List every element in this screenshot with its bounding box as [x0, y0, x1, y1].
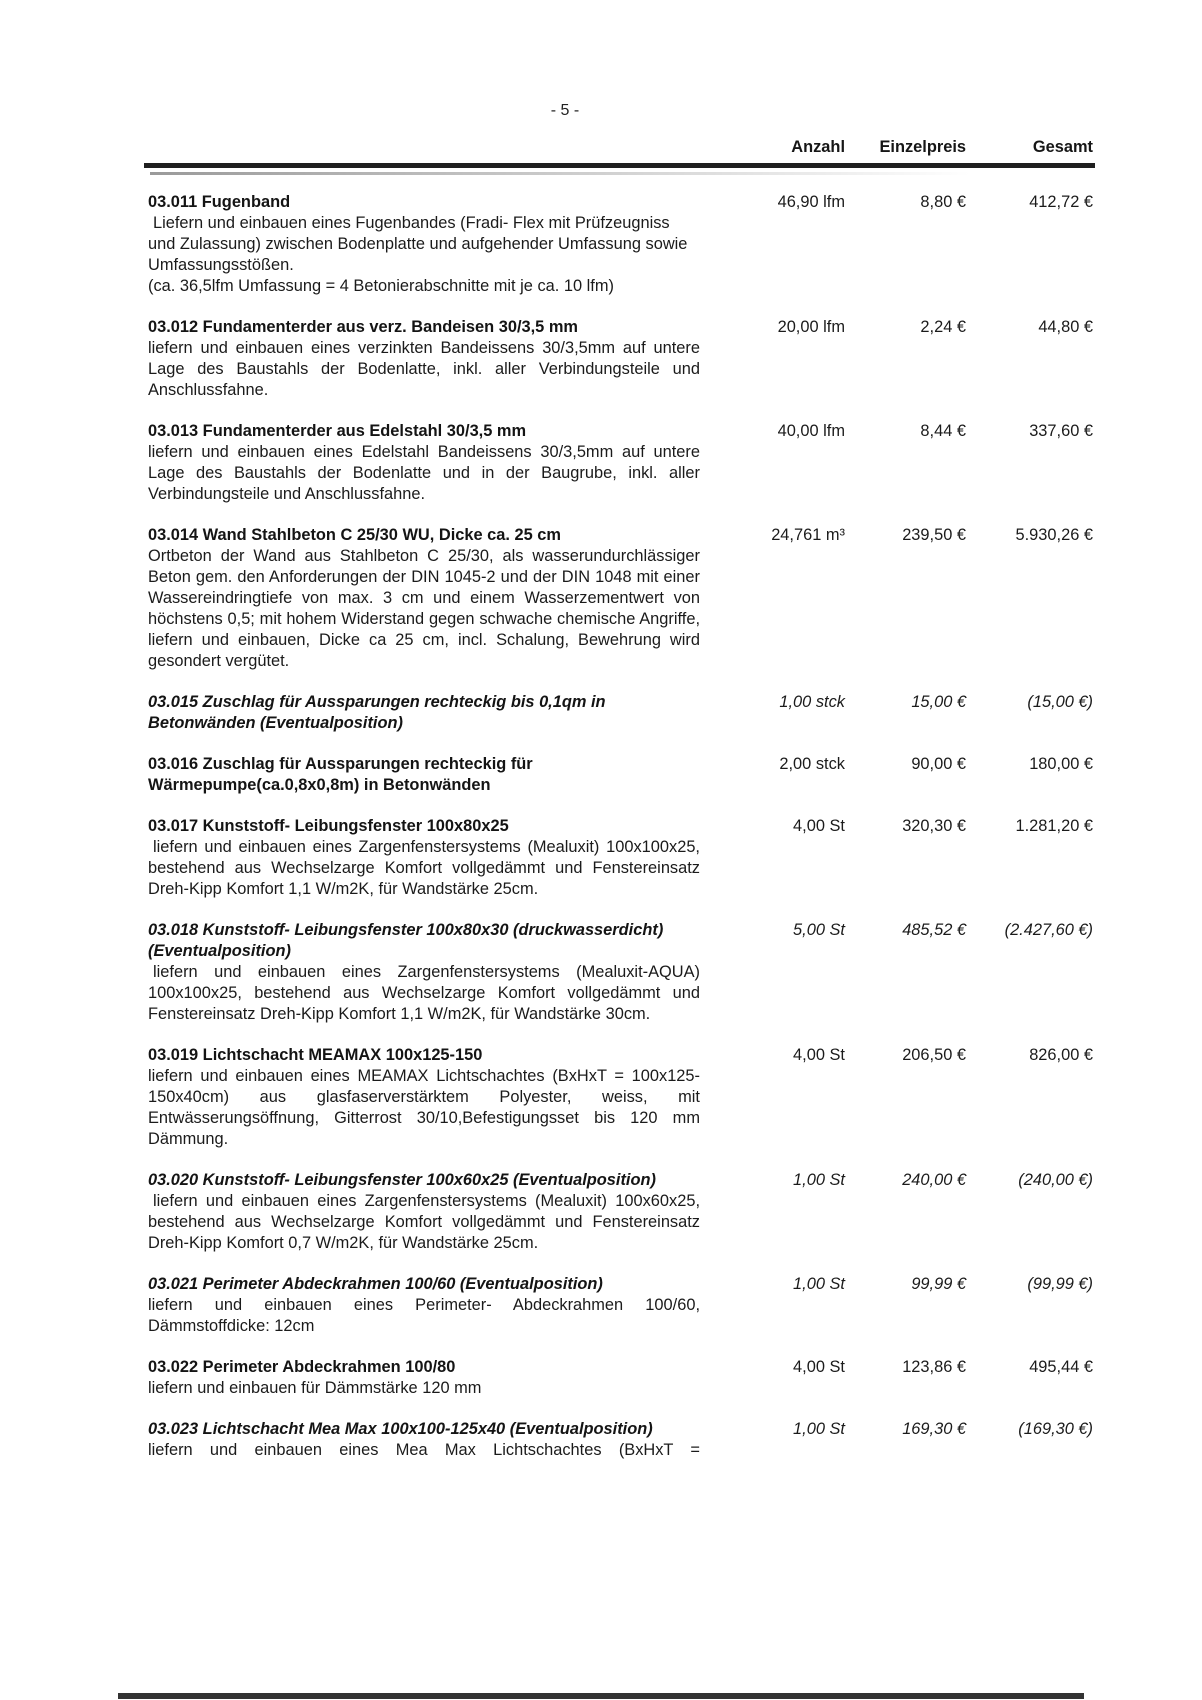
item-title: 03.022 Perimeter Abdeckrahmen 100/80: [148, 1358, 456, 1376]
item-title: 03.011 Fugenband: [148, 193, 291, 211]
item-einzelpreis: 169,30 €: [902, 1420, 966, 1438]
item-text: [148, 692, 700, 734]
item-anzahl: 4,00 St: [793, 1046, 845, 1064]
item-text: [148, 754, 700, 796]
table-row: [148, 1419, 1093, 1461]
item-gesamt: 180,00 €: [1029, 755, 1093, 773]
item-title: 03.020 Kunststoff- Leibungsfenster 100x60x25 (Eventualposition): [148, 1171, 656, 1189]
item-description: liefern und einbauen eines Perimeter- Abdeckrahmen 100/60, Dämmstoffdicke: 12cm: [148, 1296, 700, 1335]
item-description: Liefern und einbauen eines Fugenbandes (Fradi- Flex mit Prüfzeugniss und Zulassung) zwischen Bodenplatte und aufgehender Umfassung sowie Umfassungsstößen.: [148, 214, 688, 274]
item-einzelpreis: 8,80 €: [920, 193, 966, 211]
item-title: 03.017 Kunststoff- Leibungsfenster 100x80x25: [148, 817, 509, 835]
table-row: [148, 421, 1093, 505]
item-gesamt: 412,72 €: [1029, 193, 1093, 211]
column-header-einzelpreis: Einzelpreis: [879, 138, 966, 156]
item-gesamt: 337,60 €: [1029, 422, 1093, 440]
page-number: - 5 -: [550, 102, 580, 119]
item-einzelpreis: 123,86 €: [902, 1358, 966, 1376]
item-description: liefern und einbauen eines Zargenfenstersystems (Mealuxit) 100x60x25, bestehend aus Wechselzarge Komfort vollgedämmt und Fenstereinsatz Dreh-Kipp Komfort 0,7 W/m2K, für Wandstärke 25cm.: [148, 1192, 700, 1252]
item-einzelpreis: 240,00 €: [902, 1171, 966, 1189]
item-description: liefern und einbauen für Dämmstärke 120 mm: [148, 1379, 482, 1397]
header-rule: [144, 163, 1095, 168]
table-row: [148, 1170, 1093, 1254]
item-title: 03.018 Kunststoff- Leibungsfenster 100x80x30 (druckwasserdicht): [148, 921, 664, 939]
column-header-anzahl: Anzahl: [791, 138, 845, 156]
item-anzahl: 46,90 lfm: [777, 193, 845, 211]
table-row: [148, 1045, 1093, 1150]
item-gesamt: (99,99 €): [1027, 1275, 1093, 1293]
table-row: [148, 754, 1093, 796]
item-title: 03.013 Fundamenterder aus Edelstahl 30/3,5 mm: [148, 422, 527, 440]
item-text: [148, 816, 700, 900]
item-description: liefern und einbauen eines MEAMAX Lichtschachtes (BxHxT = 100x125-150x40cm) aus glasfaserverstärktem Polyester, weiss, mit Entwässerungsöffnung, Gitterrost 30/10,Befestigungsset bis 120 mm Dämmung.: [148, 1067, 700, 1148]
item-title: 03.019 Lichtschacht MEAMAX 100x125-150: [148, 1046, 483, 1064]
item-text: [148, 1419, 700, 1461]
table-row: [148, 192, 1093, 297]
item-text: [148, 1170, 700, 1254]
item-description-note: (ca. 36,5lfm Umfassung = 4 Betonierabschnitte mit je ca. 10 lfm): [148, 277, 614, 295]
item-text: [148, 525, 700, 672]
table-row: [148, 1274, 1093, 1337]
item-anzahl: 4,00 St: [793, 1358, 845, 1376]
item-einzelpreis: 206,50 €: [902, 1046, 966, 1064]
column-header-gesamt: Gesamt: [1032, 138, 1093, 156]
item-title: 03.015 Zuschlag für Aussparungen rechteckig bis 0,1qm in: [148, 693, 606, 711]
item-anzahl: 2,00 stck: [779, 755, 845, 773]
item-anzahl: 24,761 m³: [771, 526, 845, 544]
item-anzahl: 1,00 St: [793, 1275, 845, 1293]
item-gesamt: 495,44 €: [1029, 1358, 1093, 1376]
item-description: liefern und einbauen eines verzinkten Bandeissens 30/3,5mm auf untere Lage des Baustahls der Bodenlatte, inkl. aller Verbindungsteile und Anschlussfahne.: [148, 339, 700, 399]
item-gesamt: (15,00 €): [1027, 693, 1093, 711]
item-einzelpreis: 99,99 €: [911, 1275, 966, 1293]
item-gesamt: (240,00 €): [1018, 1171, 1093, 1189]
item-text: [148, 421, 700, 505]
item-gesamt: 1.281,20 €: [1015, 817, 1093, 835]
item-anzahl: 1,00 St: [793, 1420, 845, 1438]
table-row: [148, 816, 1093, 900]
item-text: [148, 1274, 700, 1337]
item-einzelpreis: 320,30 €: [902, 817, 966, 835]
column-header-spacer: [148, 137, 700, 158]
table-row: [148, 920, 1093, 1025]
item-description: liefern und einbauen eines Zargenfenstersystems (Mealuxit-AQUA) 100x100x25, bestehend aus Wechselzarge Komfort vollgedämmt und Fenstereinsatz Dreh-Kipp Komfort 1,1 W/m2K, für Wandstärke 30cm.: [148, 963, 700, 1023]
item-einzelpreis: 239,50 €: [902, 526, 966, 544]
item-title: 03.014 Wand Stahlbeton C 25/30 WU, Dicke ca. 25 cm: [148, 526, 561, 544]
item-einzelpreis: 2,24 €: [920, 318, 966, 336]
item-anzahl: 40,00 lfm: [777, 422, 845, 440]
items-table: [148, 192, 1093, 1481]
item-text: [148, 192, 700, 297]
item-text: [148, 1357, 700, 1399]
item-einzelpreis: 15,00 €: [911, 693, 966, 711]
item-anzahl: 20,00 lfm: [777, 318, 845, 336]
item-gesamt: 826,00 €: [1029, 1046, 1093, 1064]
item-einzelpreis: 485,52 €: [902, 921, 966, 939]
table-row: [148, 692, 1093, 734]
item-title-line2: (Eventualposition): [148, 942, 291, 960]
header-rule-scan-echo: [150, 172, 970, 175]
item-text: [148, 920, 700, 1025]
item-einzelpreis: 90,00 €: [911, 755, 966, 773]
table-row: [148, 1357, 1093, 1399]
item-title: 03.016 Zuschlag für Aussparungen rechteckig für: [148, 755, 533, 773]
item-einzelpreis: 8,44 €: [920, 422, 966, 440]
item-gesamt: 44,80 €: [1038, 318, 1093, 336]
item-title: 03.023 Lichtschacht Mea Max 100x100-125x40 (Eventualposition): [148, 1420, 653, 1438]
item-text: [148, 317, 700, 401]
item-title: 03.012 Fundamenterder aus verz. Bandeisen 30/3,5 mm: [148, 318, 578, 336]
item-title-line2: Betonwänden (Eventualposition): [148, 714, 403, 732]
item-anzahl: 1,00 St: [793, 1171, 845, 1189]
item-description: Ortbeton der Wand aus Stahlbeton C 25/30, als wasserundurchlässiger Beton gem. den Anforderungen der DIN 1045-2 und der DIN 1048 mit einer Wassereindringtiefe von max. 3 cm und einem Wasserzementwert von höchstens 0,5; mit hohem Widerstand gegen schwache chemische Angriffe, liefern und einbauen, Dicke ca 25 cm, incl. Schalung, Bewehrung wird gesondert vergütet.: [148, 547, 700, 670]
item-anzahl: 5,00 St: [793, 921, 845, 939]
table-row: [148, 525, 1093, 672]
table-column-headers: [148, 137, 1093, 158]
item-gesamt: (2.427,60 €): [1004, 921, 1093, 939]
item-gesamt: 5.930,26 €: [1015, 526, 1093, 544]
item-anzahl: 4,00 St: [793, 817, 845, 835]
item-title-line2: Wärmepumpe(ca.0,8x0,8m) in Betonwänden: [148, 776, 491, 794]
item-text: [148, 1045, 700, 1150]
item-description: liefern und einbauen eines Mea Max Lichtschachtes (BxHxT =: [148, 1441, 700, 1459]
item-title: 03.021 Perimeter Abdeckrahmen 100/60 (Eventualposition): [148, 1275, 603, 1293]
table-row: [148, 317, 1093, 401]
item-description: liefern und einbauen eines Edelstahl Bandeissens 30/3,5mm auf untere Lage des Baustahls der Bodenlatte und in der Baugrube, inkl. aller Verbindungsteile und Anschlussfahne.: [148, 443, 700, 503]
item-gesamt: (169,30 €): [1018, 1420, 1093, 1438]
scan-artifact-bar: [118, 1693, 1084, 1699]
item-description: liefern und einbauen eines Zargenfenstersystems (Mealuxit) 100x100x25, bestehend aus Wechselzarge Komfort vollgedämmt und Fenstereinsatz Dreh-Kipp Komfort 1,1 W/m2K, für Wandstärke 25cm.: [148, 838, 700, 898]
item-anzahl: 1,00 stck: [779, 693, 845, 711]
